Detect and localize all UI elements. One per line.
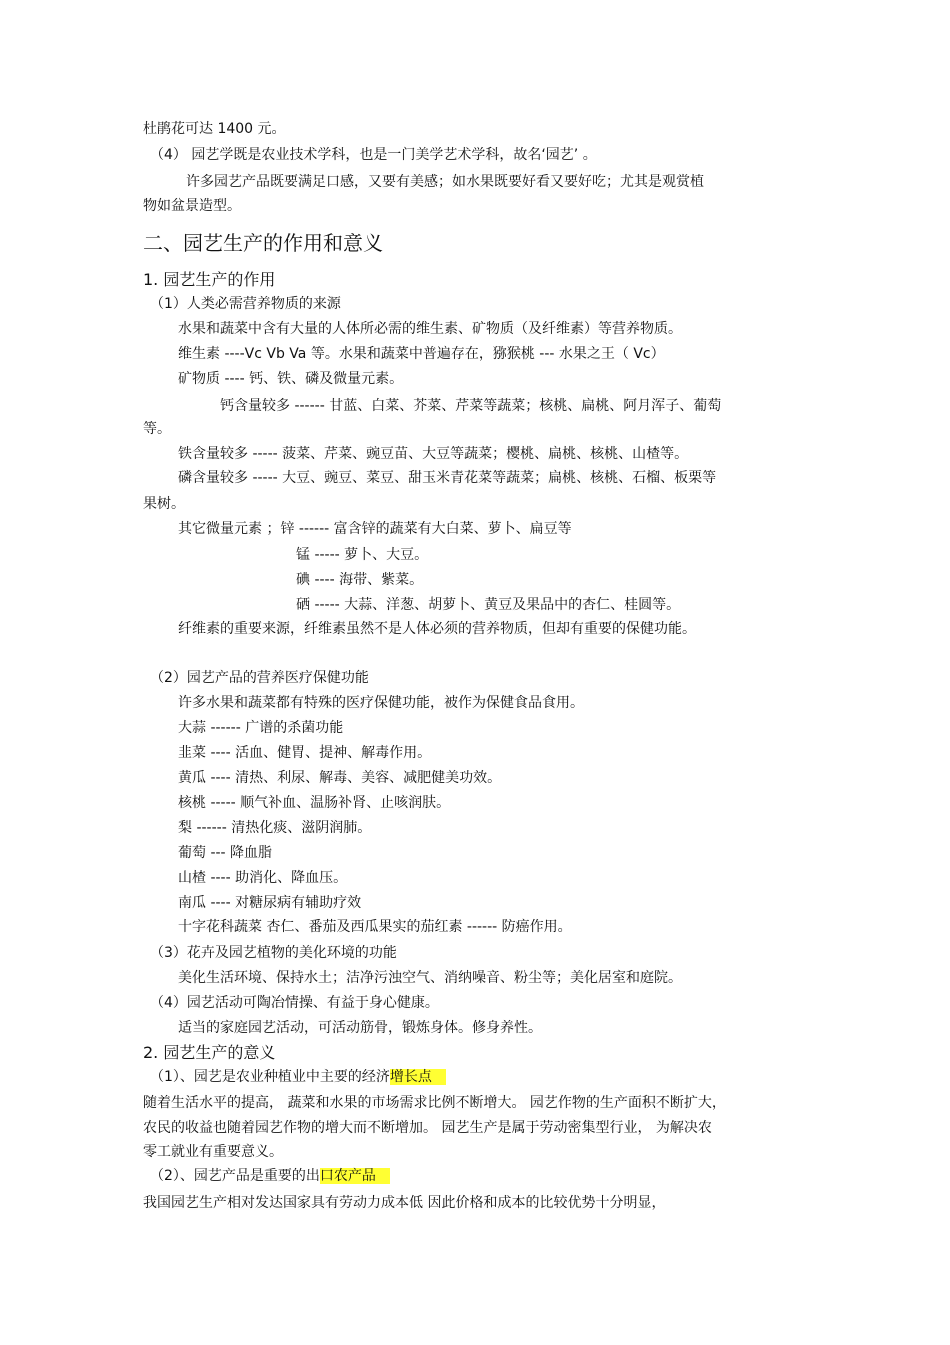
text-line: 果树。 [143,496,185,512]
text-line: 农民的收益也随着园艺作物的增大而不断增加。 园艺生产是属于劳动密集型行业， 为解决农 [143,1120,712,1136]
text-line: （3）花卉及园艺植物的美化环境的功能 [150,945,397,961]
text-line: （4） 园艺学既是农业技术学科，也是一门美学艺术学科，故名‘园艺’ 。 [150,147,597,163]
text-line: 许多水果和蔬菜都有特殊的医疗保健功能，被作为保健食品食用。 [178,695,584,711]
text-line: 纤维素的重要来源，纤维素虽然不是人体必须的营养物质，但却有重要的保健功能。 [178,621,696,637]
text-line: 其它微量元素 ；锌 ------ 富含锌的蔬菜有大白菜、萝卜、扁豆等 [178,521,572,537]
text-line: 韭菜 ---- 活血、健胃、提神、解毒作用。 [178,745,432,761]
text-line: 碘 ---- 海带、紫菜。 [296,572,424,588]
text-line: 锰 ----- 萝卜、大豆。 [296,547,429,563]
text-line [150,1068,446,1086]
text-line: 硒 ----- 大蒜、洋葱、胡萝卜、黄豆及果品中的杏仁、桂圆等。 [296,597,681,613]
text-line: 等。 [143,421,171,437]
text-line: 十字花科蔬菜 杏仁、番茄及西瓜果实的茄红素 ------ 防癌作用。 [178,919,572,935]
text-line: 许多园艺产品既要满足口感，又要有美感；如水果既要好看又要好吃；尤其是观赏植 [186,174,704,190]
text-line: 磷含量较多 ----- 大豆、豌豆、菜豆、甜玉米青花菜等蔬菜；扁桃、核桃、石榴、板栗等 [178,470,717,486]
highlighted-text: 口农产品 [320,1168,390,1184]
text-line: 葡萄 --- 降血脂 [178,845,273,861]
highlighted-text: 增长点 [390,1069,446,1085]
text-segment: （1）、园艺是农业种植业中主要的经济 [150,1069,390,1085]
text-line: 零工就业有重要意义。 [143,1144,283,1160]
text-line: 维生素 ----Vc Vb Va 等。水果和蔬菜中普遍存在，猕猴桃 --- 水果之王（ Vc） [178,346,665,362]
text-line: 物如盆景造型。 [143,198,241,214]
subsection-heading: 2. 园艺生产的意义 [143,1043,276,1062]
text-line: 核桃 ----- 顺气补血、温肠补肾、止咳润肤。 [178,795,451,811]
text-line: （4）园艺活动可陶冶情操、有益于身心健康。 [150,995,439,1011]
text-line: 美化生活环境、保持水土；洁净污浊空气、消纳噪音、粉尘等；美化居室和庭院。 [178,970,682,986]
text-segment: （2）、园艺产品是重要的出 [150,1168,320,1184]
text-line: 黄瓜 ---- 清热、利尿、解毒、美容、减肥健美功效。 [178,770,502,786]
text-line: 大蒜 ------ 广谱的杀菌功能 [178,720,344,736]
text-line: 铁含量较多 ----- 菠菜、芹菜、豌豆苗、大豆等蔬菜；樱桃、扁桃、核桃、山楂等。 [178,446,689,462]
text-line: 山楂 ---- 助消化、降血压。 [178,870,348,886]
text-line: 矿物质 ---- 钙、铁、磷及微量元素。 [178,371,404,387]
text-line: 随着生活水平的提高， 蔬菜和水果的市场需求比例不断增大。 园艺作物的生产面积不断扩大， [143,1095,726,1111]
text-line: 我国园艺生产相对发达国家具有劳动力成本低 因此价格和成本的比较优势十分明显， [143,1195,666,1211]
text-line: 水果和蔬菜中含有大量的人体所必需的维生素、矿物质（及纤维素）等营养物质。 [178,321,682,337]
section-heading: 二、园艺生产的作用和意义 [143,231,383,255]
text-line: 南瓜 ---- 对糖尿病有辅助疗效 [178,895,362,911]
text-line: 适当的家庭园艺活动，可活动筋骨，锻炼身体。修身养性。 [178,1020,542,1036]
text-line: 梨 ------ 清热化痰、滋阴润肺。 [178,820,372,836]
subsection-heading: 1. 园艺生产的作用 [143,270,276,289]
text-line: 杜鹃花可达 1400 元。 [143,121,286,137]
text-line: （1）人类必需营养物质的来源 [150,296,341,312]
text-line [150,1167,390,1185]
text-line: 钙含量较多 ------ 甘蓝、白菜、芥菜、芹菜等蔬菜；核桃、扁桃、阿月浑子、葡萄 [220,398,722,414]
text-line: （2）园艺产品的营养医疗保健功能 [150,670,369,686]
